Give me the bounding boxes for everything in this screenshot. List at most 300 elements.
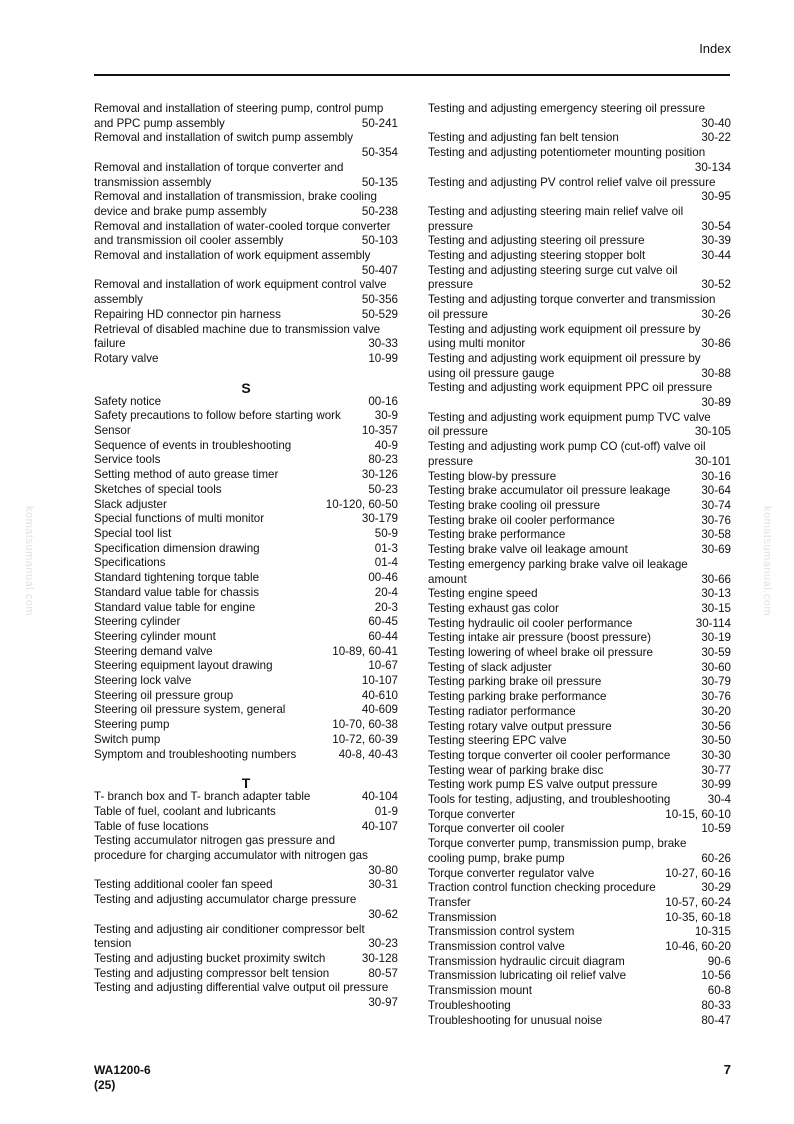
entry-row <box>94 395 398 410</box>
entry-title: Transfer <box>428 895 471 909</box>
entry-pages: 50-9 <box>374 526 398 540</box>
entry-title: Symptom and troubleshooting numbers <box>94 747 297 761</box>
entry-pages: 30-114 <box>695 616 731 630</box>
index-entry <box>94 571 398 586</box>
entry-pages: 40-610 <box>361 688 398 702</box>
entry-title: Testing brake performance <box>428 528 566 542</box>
index-entry <box>94 483 398 498</box>
index-entry <box>428 499 731 514</box>
entry-pages: 30-76 <box>701 690 731 704</box>
entry-pages: 10-57, 60-24 <box>665 895 731 909</box>
entry-title: procedure for charging accumulator with nitrogen gas <box>94 849 368 863</box>
entry-title: Table of fuel, coolant and lubricants <box>94 804 276 818</box>
entry-pages: 30-105 <box>694 425 731 439</box>
entry-row <box>428 690 731 705</box>
entry-pages: 10-27, 60-16 <box>665 866 731 880</box>
index-entry <box>428 249 731 264</box>
entry-pages: 50-103 <box>361 234 398 248</box>
index-entry <box>428 896 731 911</box>
entry-title: Testing lowering of wheel brake oil pressure <box>428 646 653 660</box>
entry-title: Steering oil pressure system, general <box>94 703 286 717</box>
index-entry <box>428 411 731 440</box>
index-entry <box>94 630 398 645</box>
entry-row <box>428 734 731 749</box>
entry-pages: 80-23 <box>368 453 398 467</box>
index-entry <box>94 102 398 131</box>
entry-pages: 30-13 <box>701 587 731 601</box>
entry-row <box>428 455 731 470</box>
entry-row <box>428 602 731 617</box>
entry-title: Sensor <box>94 424 131 438</box>
entry-pages: 30-39 <box>701 234 731 248</box>
watermark-text: komatsumanual.com <box>761 506 773 616</box>
entry-pages: 10-67 <box>368 659 398 673</box>
index-entry <box>428 102 731 131</box>
entry-title: Testing and adjusting emergency steering oil pressure <box>428 102 706 115</box>
entry-row <box>94 205 398 220</box>
index-entry <box>428 940 731 955</box>
section-letter: S <box>241 379 251 396</box>
entry-title: Steering pump <box>94 718 170 732</box>
index-entry <box>428 955 731 970</box>
entry-title: Removal and installation of work equipment assembly <box>94 249 371 263</box>
entry-row <box>94 601 398 616</box>
entry-title: Testing and adjusting work pump CO (cut-off) valve oil <box>428 440 706 454</box>
entry-title: Testing brake valve oil leakage amount <box>428 543 628 557</box>
index-entry <box>94 468 398 483</box>
entry-pages: 30-56 <box>701 719 731 733</box>
entry-pages: 30-79 <box>701 675 731 689</box>
index-entry <box>94 689 398 704</box>
entry-row <box>94 805 398 820</box>
index-entry <box>428 646 731 661</box>
index-entry <box>428 352 731 381</box>
entry-title: Testing brake cooling oil pressure <box>428 498 601 512</box>
index-entry <box>428 764 731 779</box>
entry-title: assembly <box>94 293 143 307</box>
entry-title: Testing brake oil cooler performance <box>428 513 615 527</box>
index-entry <box>428 808 731 823</box>
index-entry <box>94 601 398 616</box>
entry-row <box>94 117 398 132</box>
index-entry <box>94 249 398 278</box>
entry-title: Troubleshooting for unusual noise <box>428 1013 603 1027</box>
entry-title: Torque converter <box>428 807 515 821</box>
entry-title: Traction control function checking procedure <box>428 881 656 895</box>
entry-row <box>428 852 731 867</box>
entry-title: oil pressure <box>428 307 488 321</box>
entry-title: Torque converter regulator valve <box>428 866 595 880</box>
footer-model: WA1200-6 <box>94 1063 151 1077</box>
index-entry <box>94 718 398 733</box>
index-entry <box>94 893 398 922</box>
entry-pages: 40-107 <box>361 819 398 833</box>
entry-row <box>428 705 731 720</box>
entry-row <box>428 925 731 940</box>
entry-title: Testing parking brake oil pressure <box>428 675 602 689</box>
index-entry <box>94 923 398 952</box>
entry-pages: 30-50 <box>701 734 731 748</box>
index-entry <box>428 793 731 808</box>
entry-title: Testing and adjusting compressor belt tension <box>94 966 330 980</box>
entry-title: Transmission mount <box>428 984 532 998</box>
entry-title: Troubleshooting <box>428 998 511 1012</box>
index-entry <box>94 395 398 410</box>
index-entry <box>428 911 731 926</box>
index-entry <box>94 409 398 424</box>
index-entry <box>428 881 731 896</box>
entry-row <box>428 249 731 264</box>
entry-row <box>428 749 731 764</box>
entry-title: Steering cylinder <box>94 615 181 629</box>
entry-row <box>428 631 731 646</box>
index-entry <box>428 528 731 543</box>
entry-pages: 30-20 <box>701 704 731 718</box>
entry-pages: 50-23 <box>368 482 398 496</box>
header-rule <box>94 74 730 76</box>
entry-pages: 50-354 <box>361 146 398 160</box>
entry-row <box>428 220 731 235</box>
entry-title: Testing intake air pressure (boost pressure) <box>428 631 651 645</box>
entry-pages: 30-128 <box>361 951 398 965</box>
entry-title: Testing radiator performance <box>428 704 576 718</box>
entry-title: Retrieval of disabled machine due to transmission valve <box>94 322 381 336</box>
entry-row <box>94 308 398 323</box>
entry-title: Steering cylinder mount <box>94 629 216 643</box>
index-entry <box>428 293 731 322</box>
entry-title: Tools for testing, adjusting, and troubleshooting <box>428 793 671 807</box>
index-entry <box>94 645 398 660</box>
entry-row <box>428 499 731 514</box>
entry-title: Testing and adjusting work equipment pump TVC valve <box>428 410 711 424</box>
entry-row <box>428 940 731 955</box>
entry-pages: 30-60 <box>701 660 731 674</box>
index-entry <box>428 1014 731 1029</box>
entry-row <box>94 878 398 893</box>
entry-pages: 30-134 <box>694 160 731 174</box>
entry-row <box>428 367 731 382</box>
entry-title: Testing rotary valve output pressure <box>428 719 612 733</box>
entry-title: Testing and adjusting differential valve output oil pressure <box>94 981 389 995</box>
entry-title: Testing and adjusting steering surge cut valve oil <box>428 263 678 277</box>
entry-row <box>94 439 398 454</box>
index-entry <box>428 558 731 587</box>
entry-pages: 40-8, 40-43 <box>338 747 398 761</box>
index-entry <box>94 586 398 601</box>
entry-title: Testing wear of parking brake disc <box>428 763 604 777</box>
entry-pages: 40-9 <box>374 438 398 452</box>
entry-title: Special functions of multi monitor <box>94 512 265 526</box>
entry-row <box>94 645 398 660</box>
index-entry <box>428 205 731 234</box>
index-entry <box>428 602 731 617</box>
index-entry <box>428 234 731 249</box>
index-entry <box>428 617 731 632</box>
entry-row <box>94 176 398 191</box>
index-entry <box>428 867 731 882</box>
entry-title: Testing and adjusting work equipment PPC oil pressure <box>428 381 713 395</box>
entry-pages: 10-59 <box>701 822 731 836</box>
index-entry <box>428 822 731 837</box>
index-entry <box>94 424 398 439</box>
entry-title: Removal and installation of torque converter and <box>94 160 344 174</box>
entry-pages: 30-86 <box>701 337 731 351</box>
index-entry <box>428 131 731 146</box>
entry-pages: 80-57 <box>368 966 398 980</box>
entry-title: pressure <box>428 219 474 233</box>
entry-row <box>94 659 398 674</box>
entry-row <box>94 952 398 967</box>
entry-row <box>428 969 731 984</box>
index-entry <box>428 470 731 485</box>
entry-row <box>94 468 398 483</box>
entry-pages: 10-120, 60-50 <box>325 497 398 511</box>
entry-row <box>94 586 398 601</box>
entry-row <box>428 617 731 632</box>
entry-pages: 10-56 <box>701 969 731 983</box>
entry-pages: 60-44 <box>368 629 398 643</box>
entry-pages: 01-9 <box>374 804 398 818</box>
entry-title: Torque converter pump, transmission pump, brake <box>428 837 687 851</box>
entry-title: Standard value table for engine <box>94 600 256 614</box>
entry-title: Testing and adjusting steering stopper bolt <box>428 249 646 263</box>
entry-pages: 30-31 <box>368 878 398 892</box>
index-entry <box>428 264 731 293</box>
entry-pages: 30-101 <box>694 454 731 468</box>
index-entry <box>94 131 398 160</box>
entry-row <box>428 822 731 837</box>
index-entry <box>428 323 731 352</box>
entry-title: Testing steering EPC valve <box>428 734 567 748</box>
entry-row <box>428 470 731 485</box>
entry-pages: 30-59 <box>701 646 731 660</box>
entry-row <box>94 337 398 352</box>
entry-title: Testing and adjusting work equipment oil pressure by <box>428 351 701 365</box>
entry-title: pressure <box>428 278 474 292</box>
entry-row <box>94 718 398 733</box>
page-number: 7 <box>723 1062 731 1077</box>
entry-row <box>428 720 731 735</box>
index-entry <box>94 834 398 878</box>
index-entry <box>94 161 398 190</box>
entry-title: Testing engine speed <box>428 587 538 601</box>
entry-title: Testing and adjusting steering main relief valve oil <box>428 204 684 218</box>
entry-row <box>428 234 731 249</box>
entry-title: oil pressure <box>428 425 488 439</box>
entry-title: Standard value table for chassis <box>94 585 259 599</box>
entry-row <box>428 543 731 558</box>
entry-pages: 30-66 <box>701 572 731 586</box>
entry-pages: 30-97 <box>368 996 398 1010</box>
entry-title: Sequence of events in troubleshooting <box>94 438 292 452</box>
index-entry <box>428 661 731 676</box>
index-entry <box>94 967 398 982</box>
index-entry <box>94 733 398 748</box>
entry-pages: 40-609 <box>361 703 398 717</box>
entry-row <box>94 630 398 645</box>
index-entry <box>94 659 398 674</box>
entry-row <box>428 308 731 323</box>
entry-row <box>94 542 398 557</box>
entry-row <box>94 512 398 527</box>
index-entry <box>428 984 731 999</box>
index-entry <box>428 837 731 866</box>
entry-pages: 10-70, 60-38 <box>332 718 398 732</box>
entry-pages: 30-33 <box>368 337 398 351</box>
index-entry <box>94 439 398 454</box>
entry-title: Rotary valve <box>94 351 159 365</box>
index-entry <box>94 220 398 249</box>
index-entry <box>94 512 398 527</box>
entry-title: Removal and installation of switch pump assembly <box>94 131 354 145</box>
entry-row <box>428 999 731 1014</box>
index-entry <box>428 778 731 793</box>
index-entry <box>428 734 731 749</box>
index-entry <box>428 543 731 558</box>
entry-row <box>94 527 398 542</box>
index-entry <box>94 190 398 219</box>
index-entry <box>94 308 398 323</box>
index-entry <box>94 542 398 557</box>
entry-row <box>94 571 398 586</box>
entry-pages: 01-4 <box>374 556 398 570</box>
index-entry <box>428 999 731 1014</box>
entry-title: Transmission lubricating oil relief valve <box>428 969 627 983</box>
entry-title: Steering demand valve <box>94 644 213 658</box>
entry-pages: 30-44 <box>701 249 731 263</box>
entry-title: Removal and installation of steering pump, control pump <box>94 102 384 115</box>
entry-title: Torque converter oil cooler <box>428 822 565 836</box>
entry-row <box>428 661 731 676</box>
entry-pages: 30-69 <box>701 543 731 557</box>
entry-pages: 30-99 <box>701 778 731 792</box>
entry-title: Steering equipment layout drawing <box>94 659 273 673</box>
index-entry <box>428 925 731 940</box>
entry-title: Switch pump <box>94 732 161 746</box>
entry-title: Transmission control system <box>428 925 575 939</box>
entry-pages: 30-58 <box>701 528 731 542</box>
entry-pages: 50-407 <box>361 263 398 277</box>
entry-title: amount <box>428 572 467 586</box>
entry-title: Testing and adjusting accumulator charge pressure <box>94 893 357 907</box>
watermark-text: komatsumanual.com <box>23 506 35 616</box>
entry-title: Testing and adjusting potentiometer mounting position <box>428 146 706 160</box>
section-letter: T <box>241 775 251 792</box>
entry-row <box>428 514 731 529</box>
entry-row <box>428 793 731 808</box>
entry-pages: 10-99 <box>368 351 398 365</box>
entry-pages: 50-356 <box>361 293 398 307</box>
entry-title: Testing and adjusting air conditioner compressor belt <box>94 922 365 936</box>
index-entry <box>94 878 398 893</box>
entry-pages: 40-104 <box>361 790 398 804</box>
entry-pages: 30-89 <box>701 396 731 410</box>
entry-row <box>94 483 398 498</box>
index-entry <box>428 705 731 720</box>
index-entry <box>428 587 731 602</box>
watermark-right <box>760 476 774 646</box>
entry-title: pressure <box>428 454 474 468</box>
entry-pages: 50-241 <box>361 116 398 130</box>
entry-title: device and brake pump assembly <box>94 204 267 218</box>
entry-pages: 50-238 <box>361 204 398 218</box>
index-entry <box>428 440 731 469</box>
entry-title: Testing work pump ES valve output pressure <box>428 778 658 792</box>
watermark-left <box>22 476 36 646</box>
entry-title: Testing emergency parking brake valve oil leakage <box>428 557 688 571</box>
entry-pages: 80-47 <box>701 1013 731 1027</box>
index-column-left <box>94 102 398 1011</box>
entry-pages: 30-16 <box>701 469 731 483</box>
entry-title: Testing additional cooler fan speed <box>94 878 273 892</box>
index-column-right <box>428 102 731 1028</box>
index-entry <box>94 352 398 367</box>
entry-title: using oil pressure gauge <box>428 366 555 380</box>
index-entry <box>428 146 731 175</box>
entry-title: Safety precautions to follow before starting work <box>94 409 341 423</box>
index-entry <box>94 703 398 718</box>
entry-title: Safety notice <box>94 394 162 408</box>
entry-row <box>94 674 398 689</box>
entry-title: Sketches of special tools <box>94 482 222 496</box>
index-entry <box>428 969 731 984</box>
entry-pages: 30-22 <box>701 131 731 145</box>
entry-pages: 10-107 <box>361 674 398 688</box>
entry-title: Testing hydraulic oil cooler performance <box>428 616 633 630</box>
entry-pages: 20-3 <box>374 600 398 614</box>
index-entry <box>94 981 398 1010</box>
index-entry <box>428 749 731 764</box>
entry-title: Testing and adjusting PV control relief valve oil pressure <box>428 175 716 189</box>
entry-title: tension <box>94 937 132 951</box>
entry-title: Transmission hydraulic circuit diagram <box>428 954 625 968</box>
entry-pages: 10-357 <box>361 424 398 438</box>
entry-pages: 90-6 <box>707 954 731 968</box>
index-entry <box>94 323 398 352</box>
entry-title: Testing brake accumulator oil pressure leakage <box>428 484 671 498</box>
index-entry <box>94 498 398 513</box>
index-entry <box>428 631 731 646</box>
entry-pages: 30-77 <box>701 763 731 777</box>
entry-pages: 00-46 <box>368 571 398 585</box>
entry-row <box>94 703 398 718</box>
entry-pages: 10-72, 60-39 <box>332 732 398 746</box>
entry-pages: 30-62 <box>368 907 398 921</box>
entry-pages: 30-26 <box>701 307 731 321</box>
entry-title: Testing exhaust gas color <box>428 601 559 615</box>
entry-pages: 30-80 <box>368 863 398 877</box>
entry-pages: 50-135 <box>361 175 398 189</box>
entry-row <box>94 453 398 468</box>
entry-title: Transmission <box>428 910 497 924</box>
entry-row <box>94 689 398 704</box>
entry-title: Removal and installation of water-cooled torque converter <box>94 219 391 233</box>
index-entry <box>94 278 398 307</box>
index-entry <box>428 720 731 735</box>
header-title: Index <box>699 41 731 56</box>
entry-row <box>428 867 731 882</box>
index-entry <box>94 674 398 689</box>
entry-pages: 20-4 <box>374 585 398 599</box>
entry-row <box>428 808 731 823</box>
entry-title: Testing accumulator nitrogen gas pressure and <box>94 834 336 848</box>
entry-row <box>94 352 398 367</box>
entry-row <box>428 131 731 146</box>
entry-row <box>94 937 398 952</box>
entry-title: Specification dimension drawing <box>94 541 260 555</box>
entry-title: cooling pump, brake pump <box>428 851 565 865</box>
entry-pages: 30-54 <box>701 219 731 233</box>
